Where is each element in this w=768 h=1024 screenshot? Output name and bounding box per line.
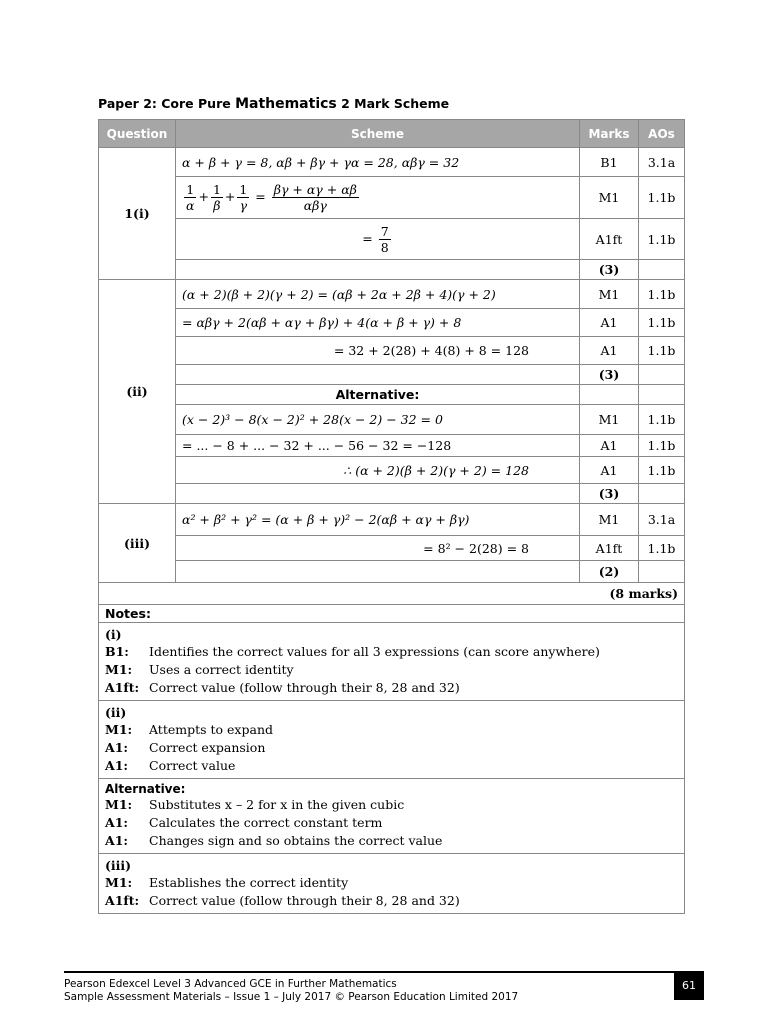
header-marks: Marks — [580, 120, 639, 148]
table-row — [99, 484, 685, 504]
table-row — [99, 337, 685, 365]
note-line: M1: Attempts to expand — [105, 722, 273, 737]
table-row — [99, 385, 685, 405]
footer-line-2: Sample Assessment Materials – Issue 1 – July 2017 © Pearson Education Limited 2017 — [64, 991, 519, 1003]
mark-cell: A1 — [580, 435, 639, 457]
mark-cell: A1ft — [580, 536, 639, 561]
total-marks: (8 marks) — [99, 583, 685, 605]
title-part-1: Paper 2: Core Pure — [98, 96, 236, 111]
scheme-cell — [176, 177, 580, 219]
ao-cell: 3.1a — [639, 504, 685, 536]
scheme-cell: α² + β² + γ² = (α + β + γ)² − 2(αβ + αγ + βγ) — [176, 504, 580, 536]
notes-block-ii — [99, 701, 685, 779]
table-row — [99, 405, 685, 435]
note-line: B1: Identifies the correct values for all 3 expressions (can score anywhere) — [105, 644, 600, 659]
ao-cell: 1.1b — [639, 177, 685, 219]
notes-row — [99, 701, 685, 779]
table-row — [99, 435, 685, 457]
header-aos: AOs — [639, 120, 685, 148]
note-line: A1ft: Correct value (follow through their 8, 28 and 32) — [105, 893, 460, 908]
scheme-cell: = 8² − 2(28) = 8 — [176, 536, 580, 561]
title-part-3: 2 Mark Scheme — [336, 96, 450, 111]
table-row — [99, 365, 685, 385]
table-row — [99, 148, 685, 177]
subtotal-cell: (2) — [580, 561, 639, 583]
mark-cell: A1ft — [580, 219, 639, 260]
mark-cell: M1 — [580, 405, 639, 435]
ao-cell: 1.1b — [639, 280, 685, 309]
table-row — [99, 504, 685, 536]
fraction-result: = $\frac{7}{8}$ — [362, 223, 389, 255]
note-line: A1: Correct expansion — [105, 740, 266, 755]
notes-row — [99, 779, 685, 854]
table-row — [99, 309, 685, 337]
scheme-cell: = ... − 8 + ... − 32 + ... − 56 − 32 = −128 — [176, 435, 580, 457]
page-number: 61 — [674, 972, 704, 1000]
scheme-cell: α + β + γ = 8, αβ + βγ + γα = 28, αβγ = 32 — [176, 148, 580, 177]
notes-heading-row — [99, 605, 685, 623]
mark-cell: A1 — [580, 309, 639, 337]
question-label: 1(i) — [99, 148, 176, 280]
subtotal-cell: (3) — [580, 260, 639, 280]
notes-title: (ii) — [105, 705, 127, 720]
mark-cell: A1 — [580, 457, 639, 484]
title-part-2: Mathematics — [235, 96, 337, 112]
notes-title: Alternative: — [105, 782, 186, 796]
note-line: M1: Establishes the correct identity — [105, 875, 349, 890]
scheme-cell: ∴ (α + 2)(β + 2)(γ + 2) = 128 — [176, 457, 580, 484]
scheme-cell — [176, 219, 580, 260]
ao-cell: 3.1a — [639, 148, 685, 177]
scheme-cell: (x − 2)³ − 8(x − 2)² + 28(x − 2) − 32 = 0 — [176, 405, 580, 435]
note-line: A1ft: Correct value (follow through their 8, 28 and 32) — [105, 680, 460, 695]
mark-cell: M1 — [580, 280, 639, 309]
ao-cell: 1.1b — [639, 405, 685, 435]
note-line: A1: Changes sign and so obtains the correct value — [105, 833, 443, 848]
table-header-row — [99, 120, 685, 148]
note-line: A1: Correct value — [105, 758, 236, 773]
table-row — [99, 536, 685, 561]
notes-block-i — [99, 623, 685, 701]
mark-scheme-table — [98, 119, 685, 914]
note-line: M1: Uses a correct identity — [105, 662, 294, 677]
note-line: M1: Substitutes x – 2 for x in the given cubic — [105, 797, 405, 812]
ao-cell: 1.1b — [639, 337, 685, 365]
subtotal-cell: (3) — [580, 365, 639, 385]
subtotal-cell: (3) — [580, 484, 639, 504]
header-scheme: Scheme — [176, 120, 580, 148]
notes-heading: Notes: — [99, 605, 685, 623]
question-label: (iii) — [99, 504, 176, 583]
ao-cell: 1.1b — [639, 536, 685, 561]
notes-row — [99, 623, 685, 701]
notes-block-alternative — [99, 779, 685, 854]
table-row — [99, 457, 685, 484]
table-row — [99, 561, 685, 583]
scheme-cell: (α + 2)(β + 2)(γ + 2) = (αβ + 2α + 2β + 4)(γ + 2) — [176, 280, 580, 309]
page-footer — [64, 971, 704, 1004]
notes-row — [99, 854, 685, 914]
table-row — [99, 260, 685, 280]
ao-cell: 1.1b — [639, 457, 685, 484]
question-label: (ii) — [99, 280, 176, 504]
table-row — [99, 219, 685, 260]
scheme-cell: = 32 + 2(28) + 4(8) + 8 = 128 — [176, 337, 580, 365]
mark-cell: B1 — [580, 148, 639, 177]
header-question: Question — [99, 120, 176, 148]
ao-cell: 1.1b — [639, 309, 685, 337]
notes-title: (iii) — [105, 858, 132, 873]
notes-title: (i) — [105, 627, 122, 642]
table-row — [99, 177, 685, 219]
mark-cell: A1 — [580, 337, 639, 365]
note-line: A1: Calculates the correct constant term — [105, 815, 383, 830]
reciprocal-sum-expression: $\frac{1}{\alpha}$ + $\frac{1}{\beta}$ + $\frac{1}{\gamma}$ = $\frac{\beta\gamma + \alpha\gamma + \alpha\beta}{\text{αβγ}}$ — [186, 182, 357, 213]
footer-line-1: Pearson Edexcel Level 3 Advanced GCE in Further Mathematics — [64, 978, 397, 990]
mark-cell: M1 — [580, 177, 639, 219]
table-row — [99, 280, 685, 309]
ao-cell: 1.1b — [639, 219, 685, 260]
notes-block-iii — [99, 854, 685, 914]
ao-cell: 1.1b — [639, 435, 685, 457]
scheme-cell: = αβγ + 2(αβ + αγ + βγ) + 4(α + β + γ) + 8 — [176, 309, 580, 337]
table-row — [99, 583, 685, 605]
mark-cell: M1 — [580, 504, 639, 536]
page-title — [98, 96, 449, 112]
alternative-heading: Alternative: — [176, 385, 580, 405]
